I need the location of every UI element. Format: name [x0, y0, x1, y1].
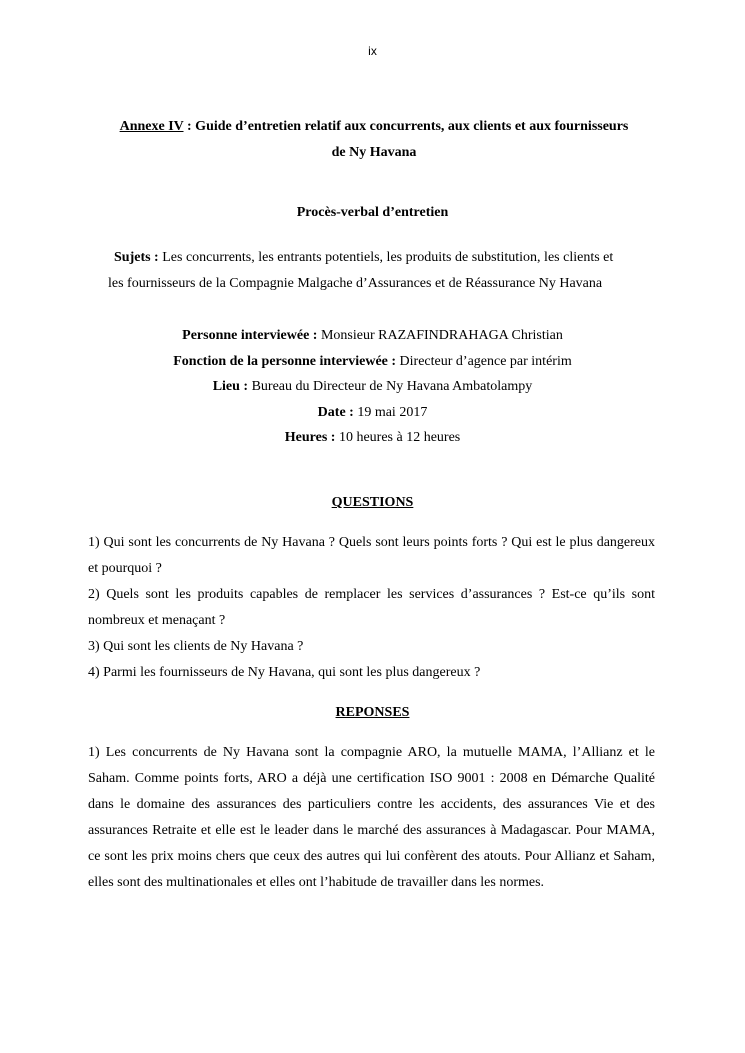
interviewee-label: Personne interviewée :	[182, 328, 318, 343]
responses-heading: REPONSES	[335, 705, 410, 720]
place-label: Lieu :	[212, 379, 249, 394]
interviewee-value: Monsieur RAZAFINDRAHAGA Christian	[317, 328, 563, 343]
response-item: 1) Les concurrents de Ny Havana sont la compagnie ARO, la mutuelle MAMA, l’Allianz et le Saham. Comme points forts, ARO a déjà une certification ISO 9001 : 2008 en Démarche Qualité dans le domaine des assurances des particuliers contre les accidents, des assurances Vie et des assurances Retraite et elle est le leader dans le marché des assurances à Madagascar. Pour MAMA, ce sont les prix moins chers que ceux des autres qui lui confèrent des atouts. Pour Allianz et Saham, elles sont des multinationales et elles ont l’habitude de travailler dans les normes.	[88, 745, 655, 890]
question-item: 2) Quels sont les produits capables de remplacer les services d’assurances ? Est-ce qu’ils sont nombreux et menaçant ?	[88, 587, 655, 628]
function-label: Fonction de la personne interviewée :	[173, 353, 397, 369]
date-value: 19 mai 2017	[353, 404, 428, 420]
hours-label: Heures :	[284, 430, 336, 445]
questions-heading: QUESTIONS	[331, 495, 414, 510]
annex-title	[88, 114, 660, 166]
subjects-line1: Les concurrents, les entrants potentiels, les produits de substitution, les clients et	[158, 250, 614, 265]
hours-value: 10 heures à 12 heures	[335, 430, 461, 445]
annex-title-line1: : Guide d’entretien relatif aux concurrents, aux clients et aux fournisseurs	[183, 119, 629, 134]
hours-row	[0, 425, 745, 451]
question-item: 4) Parmi les fournisseurs de Ny Havana, qui sont les plus dangereux ?	[88, 665, 481, 680]
question-item: 1) Qui sont les concurrents de Ny Havana ? Quels sont leurs points forts ? Qui est le plus dangereux et pourquoi ?	[88, 535, 655, 576]
subjects-paragraph	[108, 245, 658, 297]
function-row	[0, 349, 745, 375]
questions-list	[88, 530, 655, 686]
date-label: Date :	[317, 404, 354, 420]
annex-title-line2: de Ny Havana	[331, 145, 417, 160]
interview-details	[0, 323, 745, 451]
place-value: Bureau du Directeur de Ny Havana Ambatolampy	[248, 379, 533, 394]
page-number: ix	[368, 44, 377, 58]
interviewee-row	[0, 323, 745, 349]
date-row	[0, 400, 745, 426]
question-item: 3) Qui sont les clients de Ny Havana ?	[88, 639, 304, 654]
place-row	[0, 374, 745, 400]
subjects-label: Sujets :	[114, 250, 159, 265]
function-value: Directeur d’agence par intérim	[396, 353, 572, 369]
minutes-title: Procès-verbal d’entretien	[296, 205, 449, 220]
subjects-line2: les fournisseurs de la Compagnie Malgache d’Assurances et de Réassurance Ny Havana	[108, 276, 603, 291]
annex-label: Annexe IV	[119, 119, 184, 134]
